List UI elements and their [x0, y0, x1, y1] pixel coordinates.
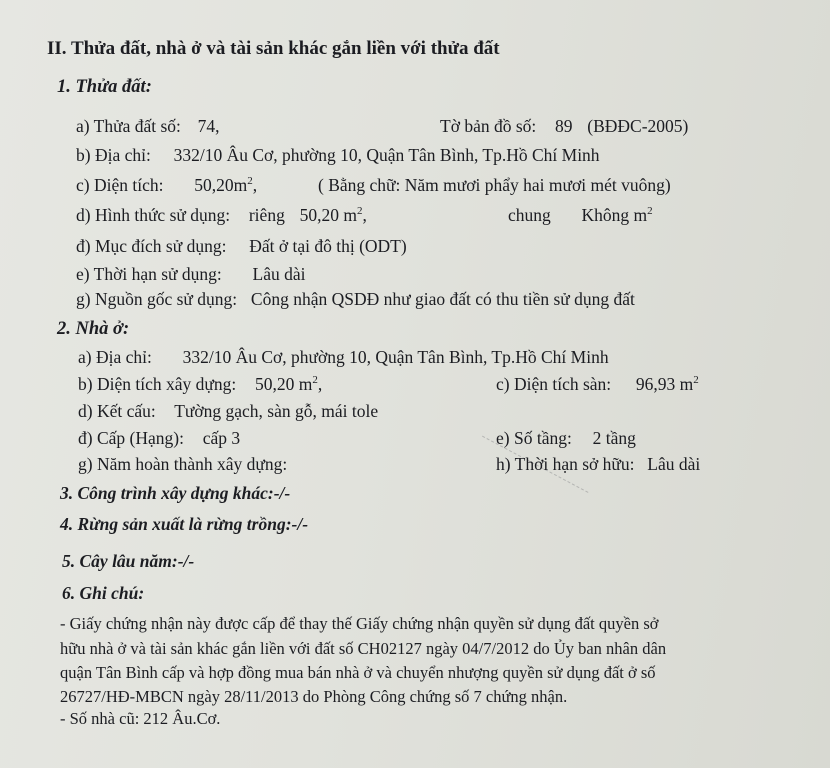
section-title: II. Thửa đất, nhà ở và tài sản khác gắn liền với thửa đất	[47, 38, 500, 59]
house-address-row	[78, 346, 609, 368]
origin-label: g) Nguồn gốc sử dụng:	[76, 289, 238, 309]
floor-area-label: c) Diện tích sàn:	[496, 374, 612, 394]
note-line-5: - Số nhà cũ: 212 Âu.Cơ.	[60, 709, 221, 728]
purpose-value: Đất ở tại đô thị (ODT)	[249, 236, 407, 256]
build-area-value: 50,20 m	[254, 374, 313, 394]
build-area-superscript: 2	[312, 374, 318, 387]
usage-shared-superscript: 2	[647, 205, 653, 218]
land-area-row: c) Diện tích: $50,20m^2$,	[76, 175, 258, 195]
usage-shared-value: Không m	[581, 205, 648, 225]
usage-private-label: riêng	[248, 205, 285, 225]
floors-value: 2 tầng	[592, 428, 636, 448]
term-value: Lâu dài	[252, 264, 306, 284]
land-area-value: 50,20m	[194, 175, 248, 195]
year-label: g) Năm hoàn thành xây dựng:	[78, 454, 288, 474]
purpose-label: đ) Mục đích sử dụng:	[76, 236, 227, 256]
perennial-item: 5. Cây lâu năm:-/-	[62, 551, 195, 571]
house-heading: 2. Nhà ở:	[57, 319, 130, 339]
build-area-label: b) Diện tích xây dựng:	[78, 374, 237, 394]
floor-area-superscript: 2	[693, 374, 699, 387]
map-label: Tờ bản đồ số:	[440, 116, 537, 136]
purpose-row	[76, 235, 407, 257]
land-address-value: 332/10 Âu Cơ, phường 10, Quận Tân Bình, Tp.Hồ Chí Minh	[173, 145, 600, 165]
grade-value: cấp 3	[202, 428, 241, 448]
land-address-label: b) Địa chỉ:	[76, 145, 151, 165]
house-address-label: a) Địa chỉ:	[78, 347, 152, 367]
house-address-value: 332/10 Âu Cơ, phường 10, Quận Tân Bình, Tp.Hồ Chí Minh	[182, 347, 609, 367]
structure-value: Tường gạch, sàn gỗ, mái tole	[174, 401, 379, 421]
other-works-item: 3. Công trình xây dựng khác:-/-	[60, 483, 291, 503]
ownership-value: Lâu dài	[647, 454, 701, 474]
usage-private-value: 50,20 m	[299, 205, 357, 225]
forest-item: 4. Rừng sản xuất là rừng trồng:-/-	[60, 514, 309, 534]
ownership-label: h) Thời hạn sở hữu:	[496, 454, 635, 474]
note-line-4: 26727/HĐ-MBCN ngày 28/11/2013 do Phòng Công chứng số 7 chứng nhận.	[60, 687, 568, 706]
usage-shared-label: chung	[508, 205, 551, 225]
floor-area-row	[496, 373, 699, 395]
parcel-row	[76, 115, 220, 137]
map-note: (BĐĐC-2005)	[587, 116, 689, 136]
usage-shared-row	[508, 204, 653, 226]
ownership-row	[496, 453, 700, 475]
land-heading: 1. Thửa đất:	[57, 77, 152, 97]
land-area-words: ( Bằng chữ: Năm mươi phẩy hai mươi mét vuông)	[318, 175, 671, 195]
note-line-3: quận Tân Bình cấp và hợp đồng mua bán nhà ở và chuyển nhượng quyền sử dụng đất ở số	[60, 663, 656, 682]
origin-value: Công nhận QSDĐ như giao đất có thu tiền sử dụng đất	[250, 289, 635, 309]
floors-label: e) Số tầng:	[496, 428, 572, 448]
map-row	[440, 115, 688, 137]
usage-label: d) Hình thức sử dụng:	[76, 205, 231, 225]
note-line-2: hữu nhà ở và tài sản khác gắn liền với đất số CH02127 ngày 04/7/2012 do Ủy ban nhân dân	[60, 639, 667, 658]
usage-private-superscript: 2	[356, 205, 363, 218]
land-address-row	[76, 144, 600, 166]
term-row	[76, 263, 305, 285]
map-value: 89	[555, 116, 573, 136]
build-area-row: b) Diện tích xây dựng: 50,20 $m^2$,	[78, 374, 323, 394]
floor-area-value: 96,93 m	[635, 374, 694, 394]
origin-row	[76, 288, 635, 310]
grade-label: đ) Cấp (Hạng):	[78, 428, 184, 448]
usage-row: d) Hình thức sử dụng: riêng 50,20 $m^2$,	[76, 205, 367, 225]
floors-row	[496, 427, 636, 449]
area-superscript: 2	[247, 175, 253, 188]
term-label: e) Thời hạn sử dụng:	[76, 264, 222, 284]
land-area-label: c) Diện tích:	[76, 175, 164, 195]
parcel-label: a) Thửa đất số:	[76, 116, 181, 136]
notes-heading: 6. Ghi chú:	[62, 583, 145, 603]
grade-row	[78, 427, 240, 449]
structure-label: d) Kết cấu:	[78, 401, 156, 421]
parcel-value: 74,	[197, 116, 220, 136]
note-line-1: - Giấy chứng nhận này được cấp để thay thế Giấy chứng nhận quyền sử dụng đất quyền sở	[60, 614, 659, 633]
structure-row	[78, 400, 378, 422]
year-row	[78, 453, 287, 475]
